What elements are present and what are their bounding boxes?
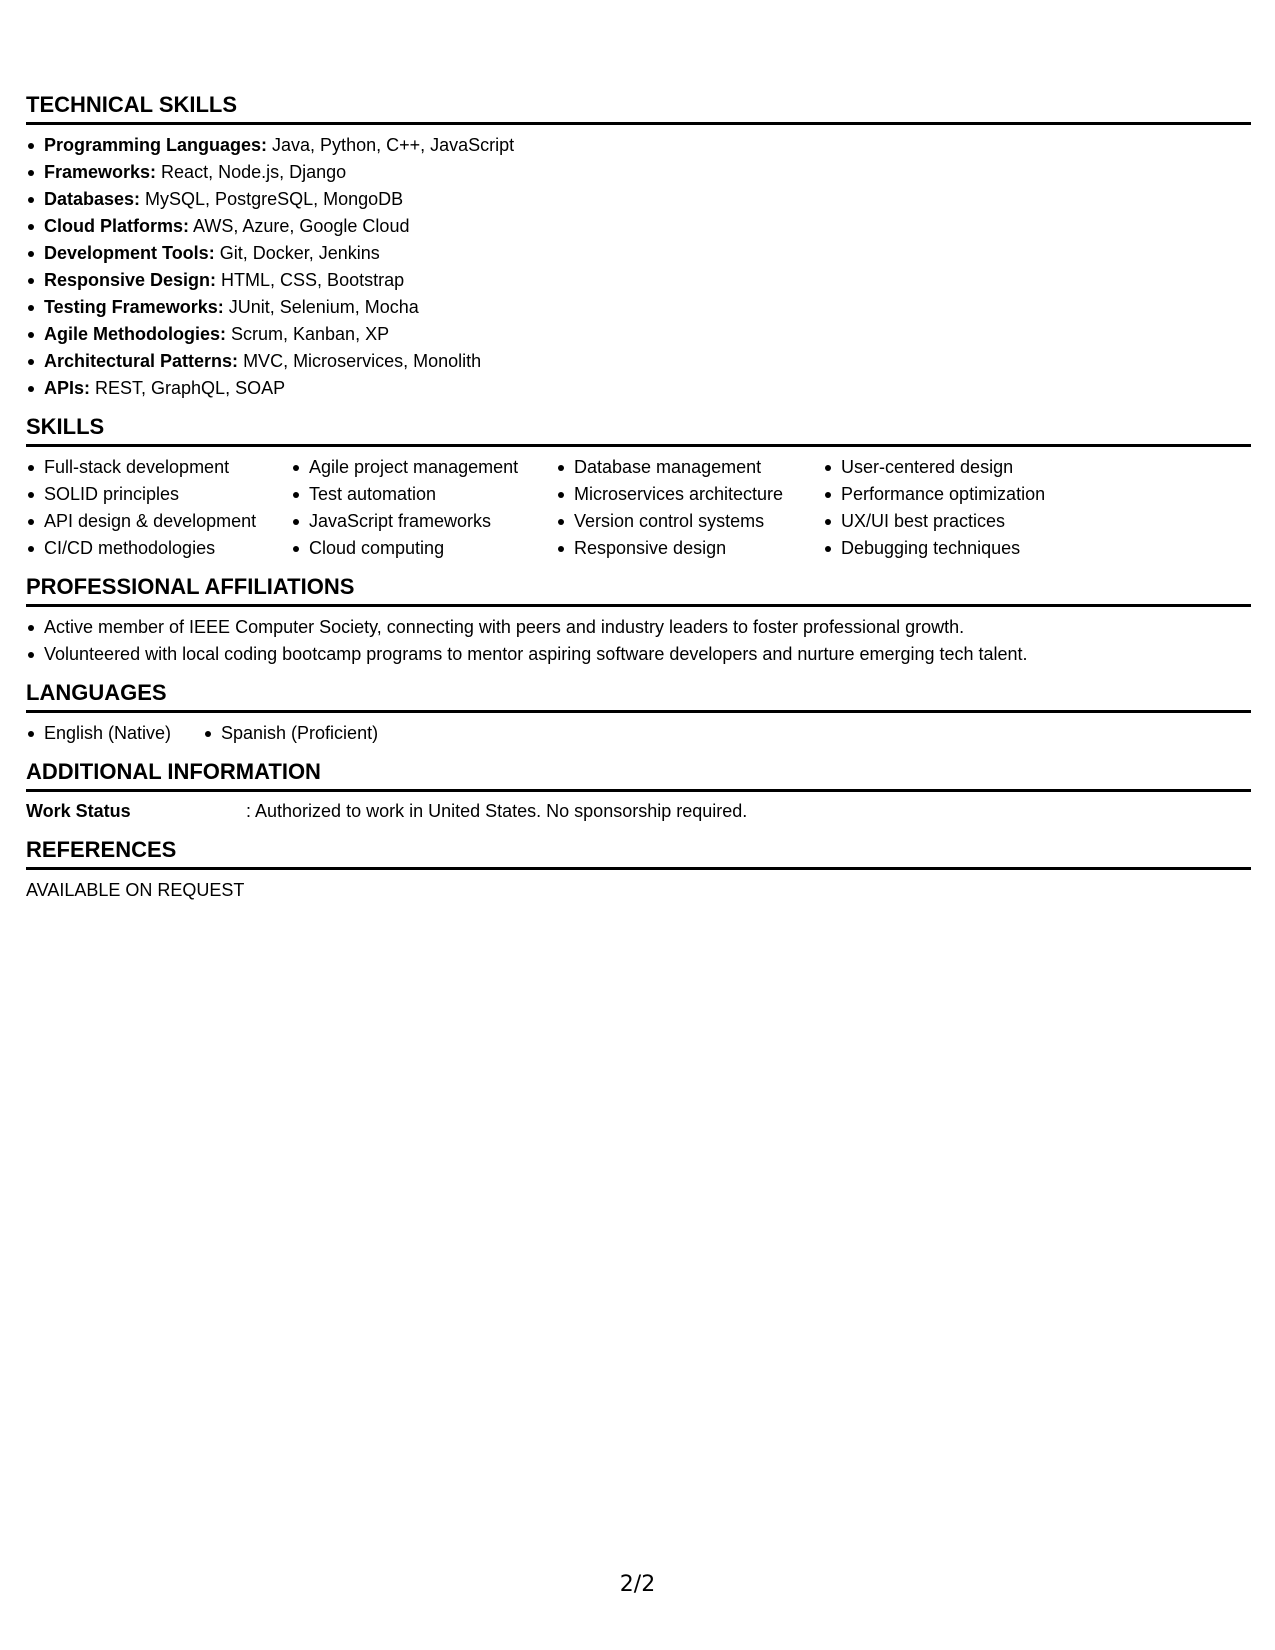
list-item: Microservices architecture xyxy=(556,481,823,508)
list-item xyxy=(26,240,1251,267)
skills-column-3 xyxy=(556,454,823,562)
list-item: Performance optimization xyxy=(823,481,1123,508)
technical-skills-list xyxy=(26,132,1251,402)
skills-column-4 xyxy=(823,454,1123,562)
section-title-additional-info: ADDITIONAL INFORMATION xyxy=(26,759,1251,792)
list-item: Version control systems xyxy=(556,508,823,535)
skill-category-label: Architectural Patterns: xyxy=(44,351,239,371)
skill-category-label: Cloud Platforms: xyxy=(44,216,190,236)
list-item xyxy=(26,294,1251,321)
skills-section xyxy=(26,414,1251,562)
list-item xyxy=(26,132,1251,159)
list-item xyxy=(26,321,1251,348)
section-title-skills: SKILLS xyxy=(26,414,1251,447)
skill-category-value: React, Node.js, Django xyxy=(156,162,347,182)
section-title-references: REFERENCES xyxy=(26,837,1251,870)
references-text: AVAILABLE ON REQUEST xyxy=(26,880,245,900)
languages-column-2 xyxy=(203,720,378,747)
list-item xyxy=(26,375,1251,402)
languages-section xyxy=(26,680,1251,747)
skill-category-value: MVC, Microservices, Monolith xyxy=(238,351,482,371)
skill-category-value: AWS, Azure, Google Cloud xyxy=(189,216,410,236)
affiliations-section xyxy=(26,574,1251,668)
skill-category-value: JUnit, Selenium, Mocha xyxy=(223,297,419,317)
section-title-affiliations: PROFESSIONAL AFFILIATIONS xyxy=(26,574,1251,607)
skill-category-value: Scrum, Kanban, XP xyxy=(226,324,390,344)
list-item: User-centered design xyxy=(823,454,1123,481)
list-item: UX/UI best practices xyxy=(823,508,1123,535)
list-item: JavaScript frameworks xyxy=(291,508,556,535)
skill-category-label: Testing Frameworks: xyxy=(44,297,224,317)
skill-category-label: Responsive Design: xyxy=(44,270,217,290)
work-status-value: : Authorized to work in United States. No sponsorship required. xyxy=(246,801,748,821)
list-item: Agile project management xyxy=(291,454,556,481)
list-item: English (Native) xyxy=(26,720,203,747)
list-item xyxy=(26,186,1251,213)
skill-category-value: MySQL, PostgreSQL, MongoDB xyxy=(140,189,404,209)
list-item: Volunteered with local coding bootcamp programs to mentor aspiring software developers and nurture emerging tech talent. xyxy=(26,641,1251,668)
affiliations-list xyxy=(26,614,1251,668)
skill-category-value: Java, Python, C++, JavaScript xyxy=(267,135,515,155)
list-item: API design & development xyxy=(26,508,291,535)
list-item: Full-stack development xyxy=(26,454,291,481)
list-item: Active member of IEEE Computer Society, connecting with peers and industry leaders to foster professional growth. xyxy=(26,614,1251,641)
languages-row xyxy=(26,720,1251,747)
list-item: Debugging techniques xyxy=(823,535,1123,562)
list-item: Spanish (Proficient) xyxy=(203,720,378,747)
skill-category-value: HTML, CSS, Bootstrap xyxy=(216,270,405,290)
skill-category-value: Git, Docker, Jenkins xyxy=(214,243,380,263)
list-item xyxy=(26,267,1251,294)
skill-category-value: REST, GraphQL, SOAP xyxy=(90,378,286,398)
skill-category-label: Databases: xyxy=(44,189,141,209)
section-title-technical-skills: TECHNICAL SKILLS xyxy=(26,92,1251,125)
skill-category-label: Frameworks: xyxy=(44,162,157,182)
work-status-row xyxy=(26,798,1251,825)
list-item: Cloud computing xyxy=(291,535,556,562)
references-section xyxy=(26,837,1251,904)
list-item: Database management xyxy=(556,454,823,481)
skills-column-1 xyxy=(26,454,291,562)
skills-column-2 xyxy=(291,454,556,562)
work-status-label: Work Status xyxy=(26,801,131,821)
skill-category-label: APIs: xyxy=(44,378,91,398)
list-item: Test automation xyxy=(291,481,556,508)
list-item: CI/CD methodologies xyxy=(26,535,291,562)
technical-skills-section xyxy=(26,92,1251,402)
skills-grid xyxy=(26,454,1251,562)
list-item: SOLID principles xyxy=(26,481,291,508)
languages-column-1 xyxy=(26,720,203,747)
section-title-languages: LANGUAGES xyxy=(26,680,1251,713)
skill-category-label: Programming Languages: xyxy=(44,135,268,155)
skill-category-label: Development Tools: xyxy=(44,243,215,263)
list-item xyxy=(26,159,1251,186)
list-item xyxy=(26,213,1251,240)
list-item: Responsive design xyxy=(556,535,823,562)
additional-info-section xyxy=(26,759,1251,825)
skill-category-label: Agile Methodologies: xyxy=(44,324,226,344)
resume-page xyxy=(26,92,1251,904)
list-item xyxy=(26,348,1251,375)
page-number: 2/2 xyxy=(619,1572,656,1597)
